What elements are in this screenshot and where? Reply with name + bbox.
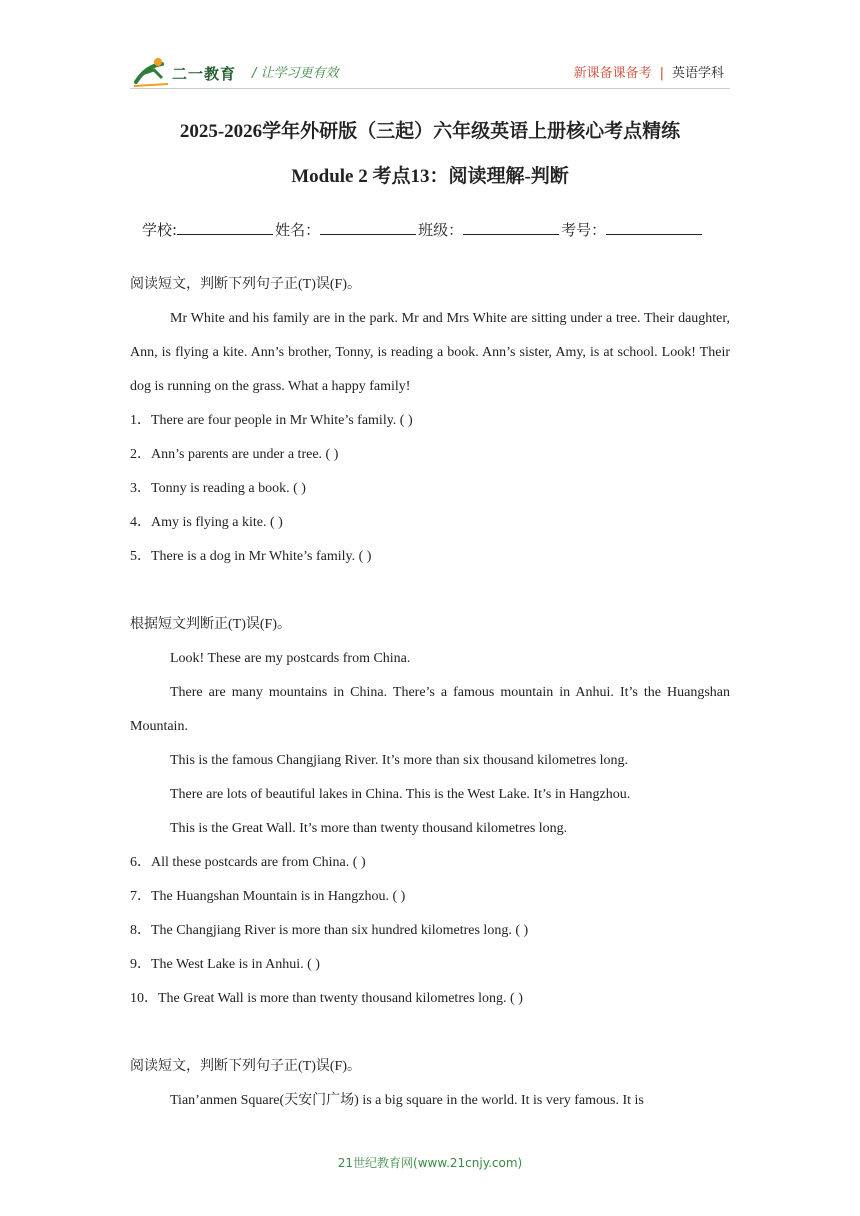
section1-instruction: 阅读短文，判断下列句子正(T)误(F)。 bbox=[130, 277, 361, 292]
section3-passage: Tian’anmen Square(天安门广场) is a big square in the world. It is very famous. It is bbox=[170, 1093, 644, 1108]
name-blank[interactable] bbox=[320, 220, 416, 235]
question-9: 9．The West Lake is in Anhui. ( ) bbox=[130, 957, 320, 972]
section3-instruction: 阅读短文，判断下列句子正(T)误(F)。 bbox=[130, 1059, 361, 1074]
section2-paragraph-5: This is the Great Wall. It’s more than twenty thousand kilometres long. bbox=[170, 821, 568, 836]
section1-passage: Mr White and his family are in the park. Mr and Mrs White are sitting under a tree. Their daughter, Ann, is flying a kite. Ann’s brother, Tonny, is reading a book. Ann’s sister, Amy, is at school. Look! Their dog is running on the grass. What a happy family! bbox=[130, 311, 730, 394]
header-separator: | bbox=[659, 66, 664, 81]
header-right bbox=[574, 62, 724, 81]
document-body bbox=[130, 268, 730, 1118]
question-10: 10．The Great Wall is more than twenty thousand kilometres long. ( ) bbox=[130, 991, 523, 1006]
section2-paragraph-1: Look! These are my postcards from China. bbox=[170, 651, 411, 666]
question-2: 2．Ann’s parents are under a tree. ( ) bbox=[130, 447, 339, 462]
exam-no-label: 考号： bbox=[561, 221, 607, 239]
school-blank[interactable] bbox=[177, 220, 273, 235]
section2-instruction: 根据短文判断正(T)误(F)。 bbox=[130, 617, 291, 632]
question-6: 6．All these postcards are from China. ( ) bbox=[130, 855, 366, 870]
document-title: 2025-2026学年外研版（三起）六年级英语上册核心考点精练 bbox=[179, 121, 681, 142]
class-label: 班级： bbox=[418, 221, 464, 239]
name-label: 姓名： bbox=[275, 221, 321, 239]
section2-paragraph-4: There are lots of beautiful lakes in China. This is the West Lake. It’s in Hangzhou. bbox=[170, 787, 631, 802]
exam-no-blank[interactable] bbox=[606, 220, 702, 235]
class-blank[interactable] bbox=[463, 220, 559, 235]
question-8: 8．The Changjiang River is more than six hundred kilometres long. ( ) bbox=[130, 923, 529, 938]
student-info-row bbox=[142, 219, 704, 240]
section2-paragraph-3: This is the famous Changjiang River. It’s more than six thousand kilometres long. bbox=[170, 753, 629, 768]
logo-text: 二一教育 bbox=[172, 65, 237, 83]
page-footer: 21世纪教育网(www.21cnjy.com) bbox=[337, 1156, 523, 1170]
question-4: 4．Amy is flying a kite. ( ) bbox=[130, 515, 283, 530]
section-spacer bbox=[130, 1016, 730, 1050]
header-slogan: / 让学习更有效 bbox=[252, 66, 339, 81]
question-3: 3．Tonny is reading a book. ( ) bbox=[130, 481, 306, 496]
question-5: 5．There is a dog in Mr White’s family. ( ) bbox=[130, 549, 372, 564]
header-course-label: 新课备课备考 bbox=[573, 66, 652, 81]
header-divider bbox=[130, 88, 730, 89]
header-subject-label: 英语学科 bbox=[671, 66, 724, 81]
school-label: 学校: bbox=[142, 221, 178, 239]
section-spacer bbox=[130, 574, 730, 608]
question-1: 1．There are four people in Mr White’s family. ( ) bbox=[130, 413, 413, 428]
question-7: 7．The Huangshan Mountain is in Hangzhou. ( ) bbox=[130, 889, 406, 904]
page-header bbox=[0, 0, 860, 100]
section2-paragraph-2: There are many mountains in China. There’s a famous mountain in Anhui. It’s the Huangshan Mountain. bbox=[130, 685, 730, 734]
document-subtitle: Module 2 考点13：阅读理解-判断 bbox=[291, 166, 569, 187]
